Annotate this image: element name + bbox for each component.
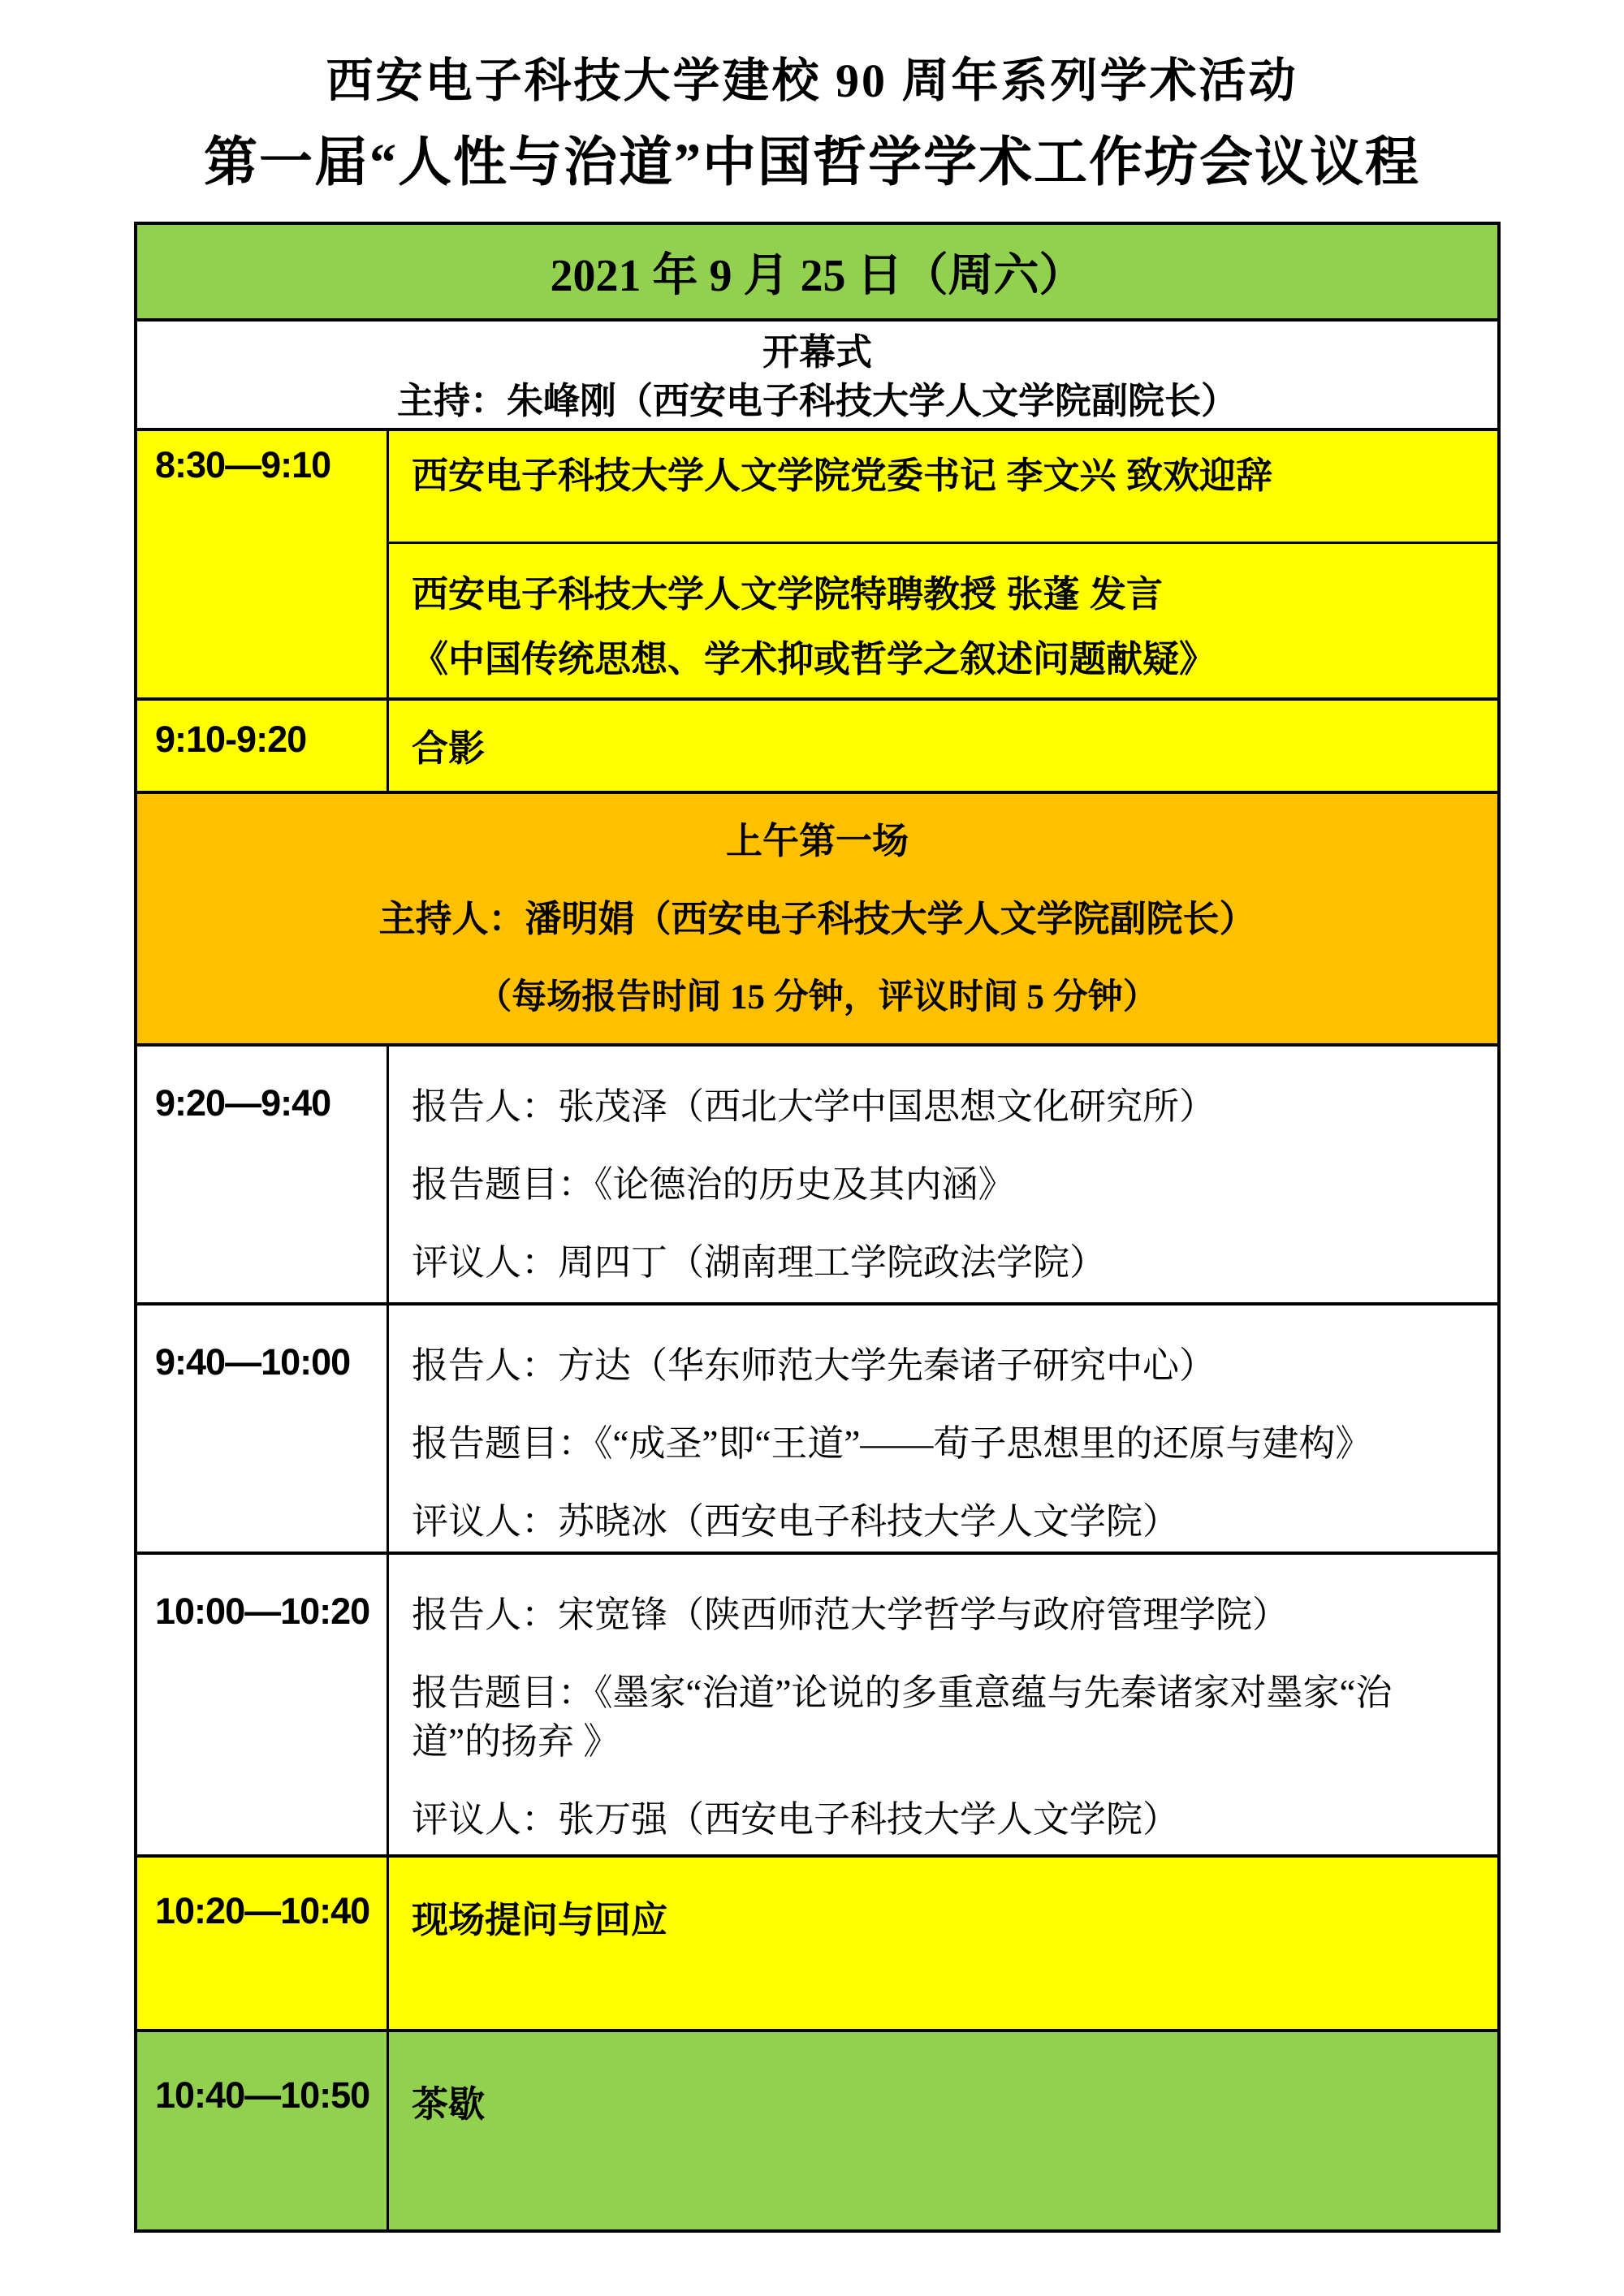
agenda-table (134, 222, 1501, 2233)
talk3-content (389, 1555, 1497, 1854)
break-content: 茶歇 (412, 2083, 486, 2125)
talk-row-1 (137, 1043, 1497, 1302)
talk-row-2 (137, 1302, 1497, 1552)
group-photo-row (137, 697, 1497, 791)
welcome-speech: 西安电子科技大学人文学院党委书记 李文兴 致欢迎辞 (389, 431, 1497, 544)
talk1-discussant: 评议人：周四丁（湖南理工学院政法学院） (412, 1242, 1107, 1283)
break-time: 10:40—10:50 (137, 2032, 389, 2229)
session1-host: 主持人：潘明娟（西安电子科技大学人文学院副院长） (378, 898, 1256, 939)
welcome-row (137, 428, 1497, 697)
qa-row (137, 1854, 1497, 2029)
talk1-speaker: 报告人：张茂泽（西北大学中国思想文化研究所） (412, 1086, 1216, 1127)
talk1-content (389, 1047, 1497, 1302)
talk3-time: 10:00—10:20 (137, 1555, 389, 1854)
talk-row-3 (137, 1552, 1497, 1854)
photo-content: 合影 (412, 727, 486, 769)
session1-note: （每场报告时间 15 分钟，评议时间 5 分钟） (477, 978, 1158, 1016)
talk2-time: 9:40—10:00 (137, 1306, 389, 1552)
talk1-time: 9:20—9:40 (137, 1047, 389, 1302)
photo-time: 9:10-9:20 (137, 701, 389, 791)
talk2-discussant: 评议人：苏晓冰（西安电子科技大学人文学院） (412, 1501, 1180, 1542)
date-header-row (137, 225, 1497, 318)
doc-title: 第一届“人性与治道”中国哲学学术工作坊会议议程 (204, 133, 1420, 192)
welcome-content (389, 431, 1497, 697)
doc-supertitle: 西安电子科技大学建校 90 周年系列学术活动 (326, 54, 1298, 107)
date-header-text: 2021 年 9 月 25 日（周六） (550, 251, 1085, 301)
qa-content: 现场提问与回应 (412, 1899, 668, 1940)
qa-time: 10:20—10:40 (137, 1858, 389, 2029)
welcome-time: 8:30—9:10 (137, 431, 389, 697)
tea-break-row (137, 2029, 1497, 2229)
talk1-topic: 报告题目：《论德治的历史及其内涵》 (412, 1164, 1015, 1205)
opening-title: 开幕式 (762, 332, 872, 373)
opening-host: 主持：朱峰刚（西安电子科技大学人文学院副院长） (396, 381, 1237, 421)
keynote-remark-speaker: 西安电子科技大学人文学院特聘教授 张蓬 发言 (412, 573, 1164, 615)
keynote-remark-title: 《中国传统思想、学术抑或哲学之叙述问题献疑》 (412, 638, 1216, 680)
session1-header-row (137, 791, 1497, 1043)
talk3-discussant: 评议人：张万强（西安电子科技大学人文学院） (412, 1799, 1180, 1840)
talk2-content (389, 1306, 1497, 1552)
talk3-speaker: 报告人：宋宽锋（陕西师范大学哲学与政府管理学院） (412, 1595, 1289, 1635)
talk2-speaker: 报告人：方达（华东师范大学先秦诸子研究中心） (412, 1345, 1216, 1386)
keynote-remark (389, 544, 1497, 692)
opening-ceremony-row (137, 318, 1497, 428)
talk3-topic: 报告题目：《墨家“治道”论说的多重意蕴与先秦诸家对墨家“治道”的扬弃 》 (412, 1672, 1393, 1762)
session1-title: 上午第一场 (725, 820, 909, 861)
talk2-topic: 报告题目：《“成圣”即“王道”——荀子思想里的还原与建构》 (412, 1423, 1372, 1464)
